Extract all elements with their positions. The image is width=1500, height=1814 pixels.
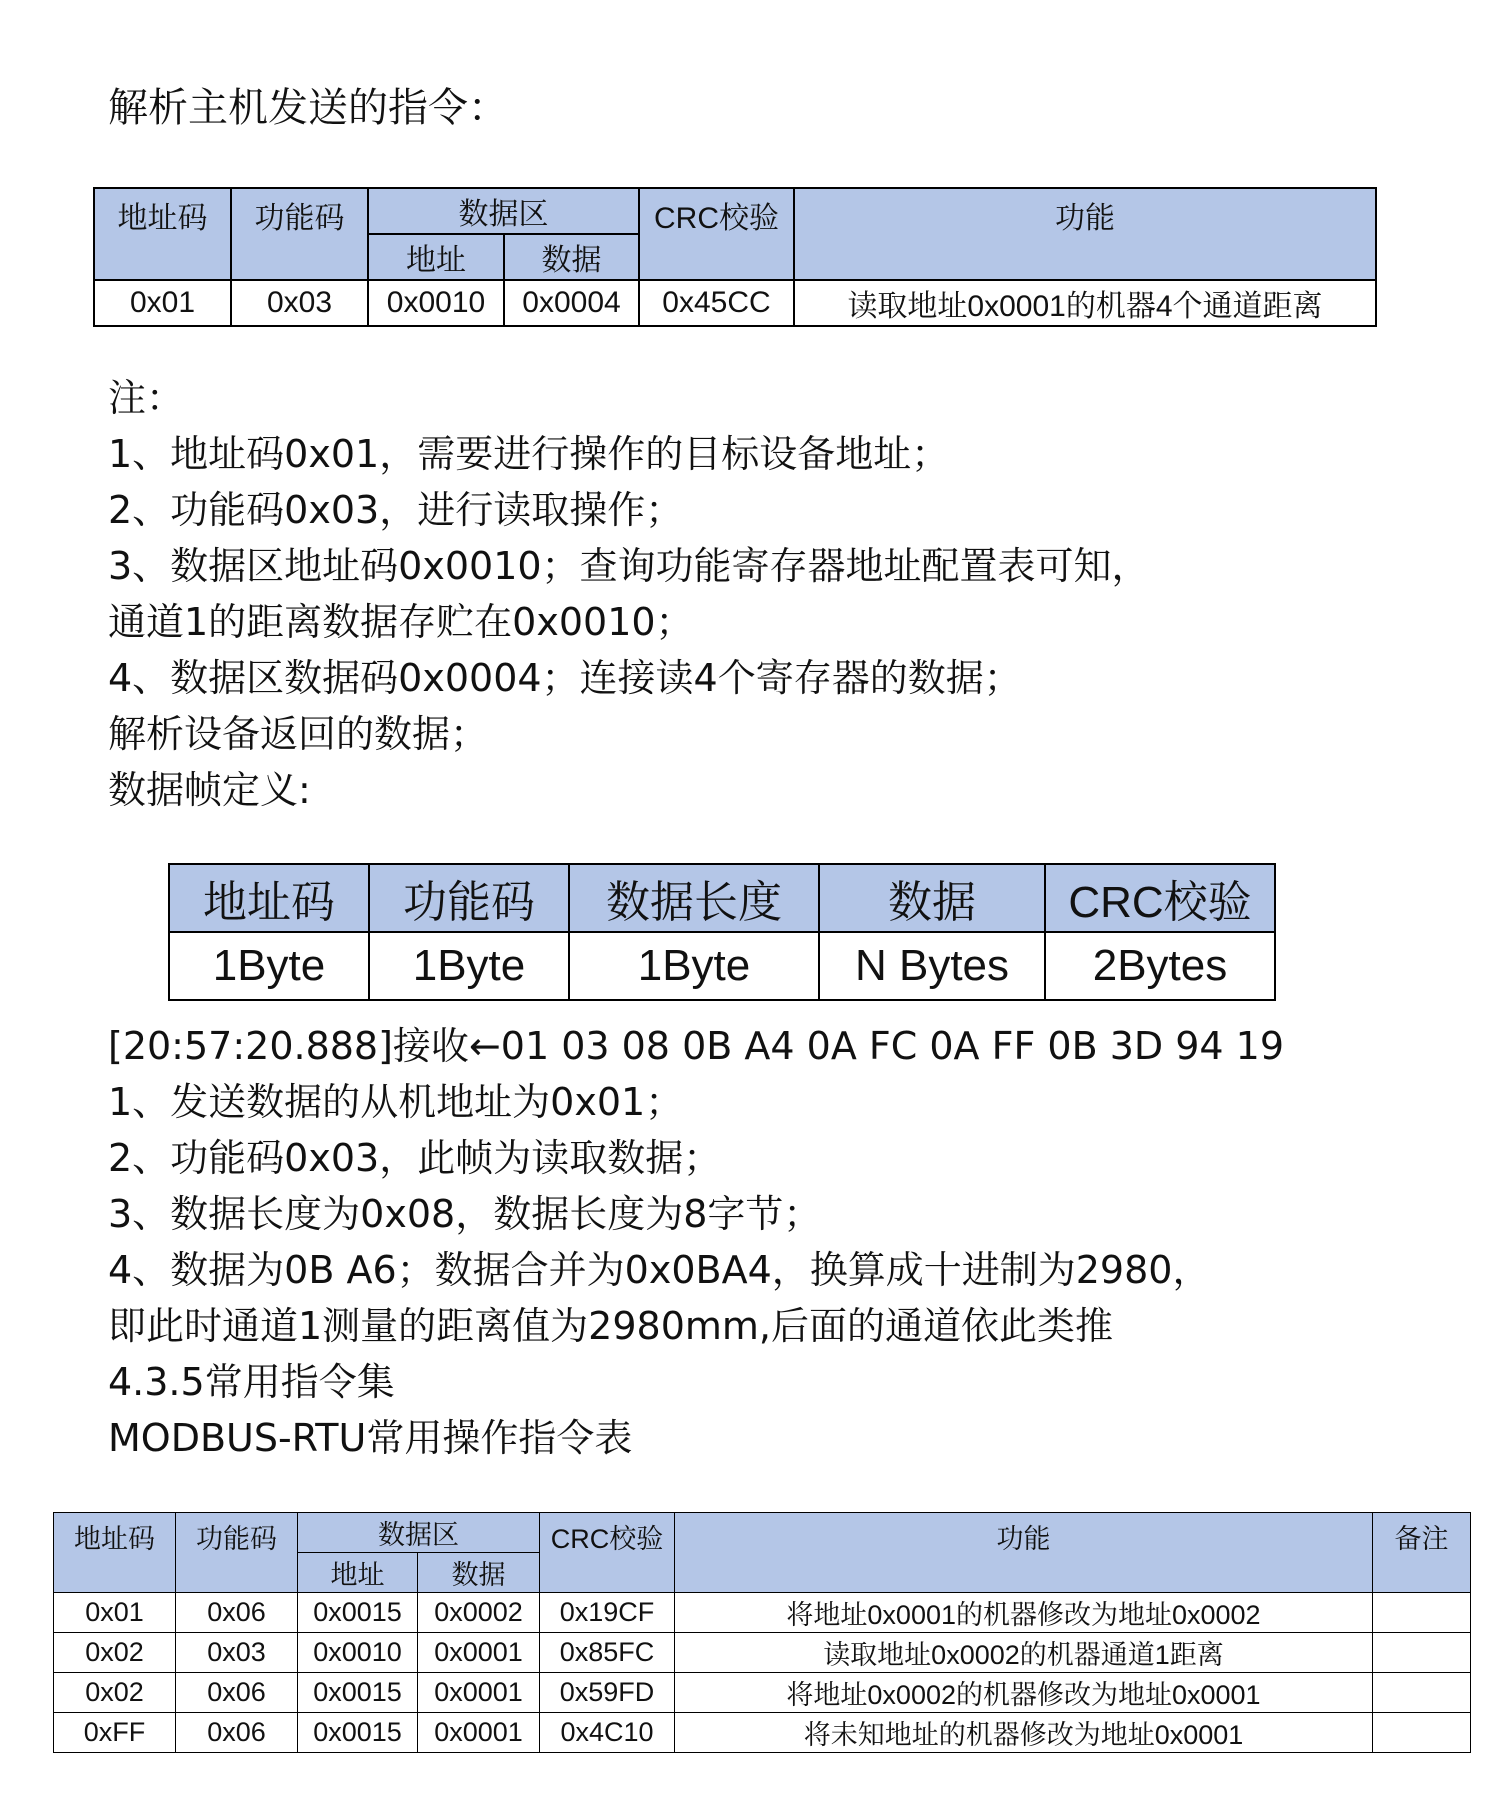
cell-address-code: 0xFF — [54, 1713, 176, 1753]
notes-line: 1、发送数据的从机地址为0x01； — [108, 1080, 684, 1124]
header-crc: CRC校验 — [639, 188, 794, 280]
table-row — [54, 1673, 1471, 1713]
cell-remark — [1373, 1593, 1471, 1633]
header-address-code: 地址码 — [169, 864, 369, 932]
notes-block — [108, 370, 1150, 818]
cell-address: 0x0015 — [298, 1713, 418, 1753]
notes-line: 解析设备返回的数据； — [108, 712, 489, 756]
cell-length-size: 1Byte — [569, 932, 819, 1000]
cell-function-code: 0x06 — [176, 1673, 298, 1713]
table-row — [94, 280, 1376, 326]
header-function-code: 功能码 — [176, 1513, 298, 1593]
notes-line: 3、数据区地址码0x0010；查询功能寄存器地址配置表可知， — [108, 544, 1150, 588]
cell-function-code: 0x03 — [231, 280, 368, 326]
notes-line: 通道1的距离数据存贮在0x0010； — [108, 600, 694, 644]
cell-data: 0x0004 — [504, 280, 639, 326]
header-data-length: 数据长度 — [569, 864, 819, 932]
header-address: 地址 — [298, 1553, 418, 1593]
cell-address-code: 0x01 — [94, 280, 231, 326]
header-crc: CRC校验 — [1045, 864, 1275, 932]
page-heading: 解析主机发送的指令： — [108, 85, 508, 131]
header-function: 功能 — [794, 188, 1376, 280]
header-data-area: 数据区 — [368, 188, 639, 234]
cell-address: 0x0010 — [368, 280, 504, 326]
cell-function-code: 0x06 — [176, 1713, 298, 1753]
notes-block-2 — [108, 1018, 1284, 1466]
cell-address-code: 0x01 — [54, 1593, 176, 1633]
cell-data: 0x0002 — [418, 1593, 540, 1633]
notes-line: 数据帧定义: — [108, 768, 311, 812]
header-remark: 备注 — [1373, 1513, 1471, 1593]
cell-address-code: 0x02 — [54, 1673, 176, 1713]
cell-function-size: 1Byte — [369, 932, 569, 1000]
cell-crc: 0x59FD — [540, 1673, 675, 1713]
cell-function-code: 0x06 — [176, 1593, 298, 1633]
table-row — [54, 1713, 1471, 1753]
cell-address: 0x0015 — [298, 1673, 418, 1713]
cell-function-code: 0x03 — [176, 1633, 298, 1673]
cell-data: 0x0001 — [418, 1673, 540, 1713]
section-title: 4.3.5常用指令集 — [108, 1360, 395, 1404]
cell-address-code: 0x02 — [54, 1633, 176, 1673]
frame-definition-table — [168, 863, 1276, 1001]
cell-address-size: 1Byte — [169, 932, 369, 1000]
header-address: 地址 — [368, 234, 504, 280]
header-address-code: 地址码 — [94, 188, 231, 280]
header-data: 数据 — [504, 234, 639, 280]
notes-line: 3、数据长度为0x08，数据长度为8字节； — [108, 1192, 822, 1236]
cell-function: 读取地址0x0001的机器4个通道距离 — [794, 280, 1376, 326]
host-command-table — [93, 187, 1377, 327]
cell-remark — [1373, 1673, 1471, 1713]
header-address-code: 地址码 — [54, 1513, 176, 1593]
cell-address: 0x0015 — [298, 1593, 418, 1633]
cell-crc: 0x45CC — [639, 280, 794, 326]
header-function: 功能 — [675, 1513, 1373, 1593]
cell-function: 将地址0x0001的机器修改为地址0x0002 — [675, 1593, 1373, 1633]
cell-crc-size: 2Bytes — [1045, 932, 1275, 1000]
notes-line: 4、数据区数据码0x0004；连接读4个寄存器的数据； — [108, 656, 1022, 700]
cell-function: 将地址0x0002的机器修改为地址0x0001 — [675, 1673, 1373, 1713]
cell-function: 将未知地址的机器修改为地址0x0001 — [675, 1713, 1373, 1753]
header-data: 数据 — [819, 864, 1045, 932]
cell-crc: 0x4C10 — [540, 1713, 675, 1753]
table-row — [169, 932, 1275, 1000]
header-function-code: 功能码 — [231, 188, 368, 280]
notes-line: 1、地址码0x01，需要进行操作的目标设备地址； — [108, 432, 950, 476]
header-function-code: 功能码 — [369, 864, 569, 932]
cell-data-size: N Bytes — [819, 932, 1045, 1000]
cell-crc: 0x19CF — [540, 1593, 675, 1633]
cell-data: 0x0001 — [418, 1713, 540, 1753]
header-data: 数据 — [418, 1553, 540, 1593]
header-data-area: 数据区 — [298, 1513, 540, 1553]
cell-function: 读取地址0x0002的机器通道1距离 — [675, 1633, 1373, 1673]
notes-line: 即此时通道1测量的距离值为2980mm,后面的通道依此类推 — [108, 1304, 1113, 1348]
common-commands-table — [53, 1512, 1471, 1753]
cell-address: 0x0010 — [298, 1633, 418, 1673]
table-row — [54, 1633, 1471, 1673]
notes-line: 2、功能码0x03，进行读取操作； — [108, 488, 684, 532]
notes-line: 2、功能码0x03，此帧为读取数据； — [108, 1136, 722, 1180]
received-frame-line: [20:57:20.888]接收←01 03 08 0B A4 0A FC 0A FF 0B 3D 94 19 — [108, 1024, 1285, 1068]
notes-line: 4、数据为0B A6；数据合并为0x0BA4，换算成十进制为2980， — [108, 1248, 1211, 1292]
table-row — [54, 1593, 1471, 1633]
cell-remark — [1373, 1633, 1471, 1673]
cell-crc: 0x85FC — [540, 1633, 675, 1673]
notes-line: 注： — [108, 376, 185, 420]
cell-remark — [1373, 1713, 1471, 1753]
header-crc: CRC校验 — [540, 1513, 675, 1593]
cell-data: 0x0001 — [418, 1633, 540, 1673]
table-caption: MODBUS-RTU常用操作指令表 — [108, 1416, 633, 1460]
